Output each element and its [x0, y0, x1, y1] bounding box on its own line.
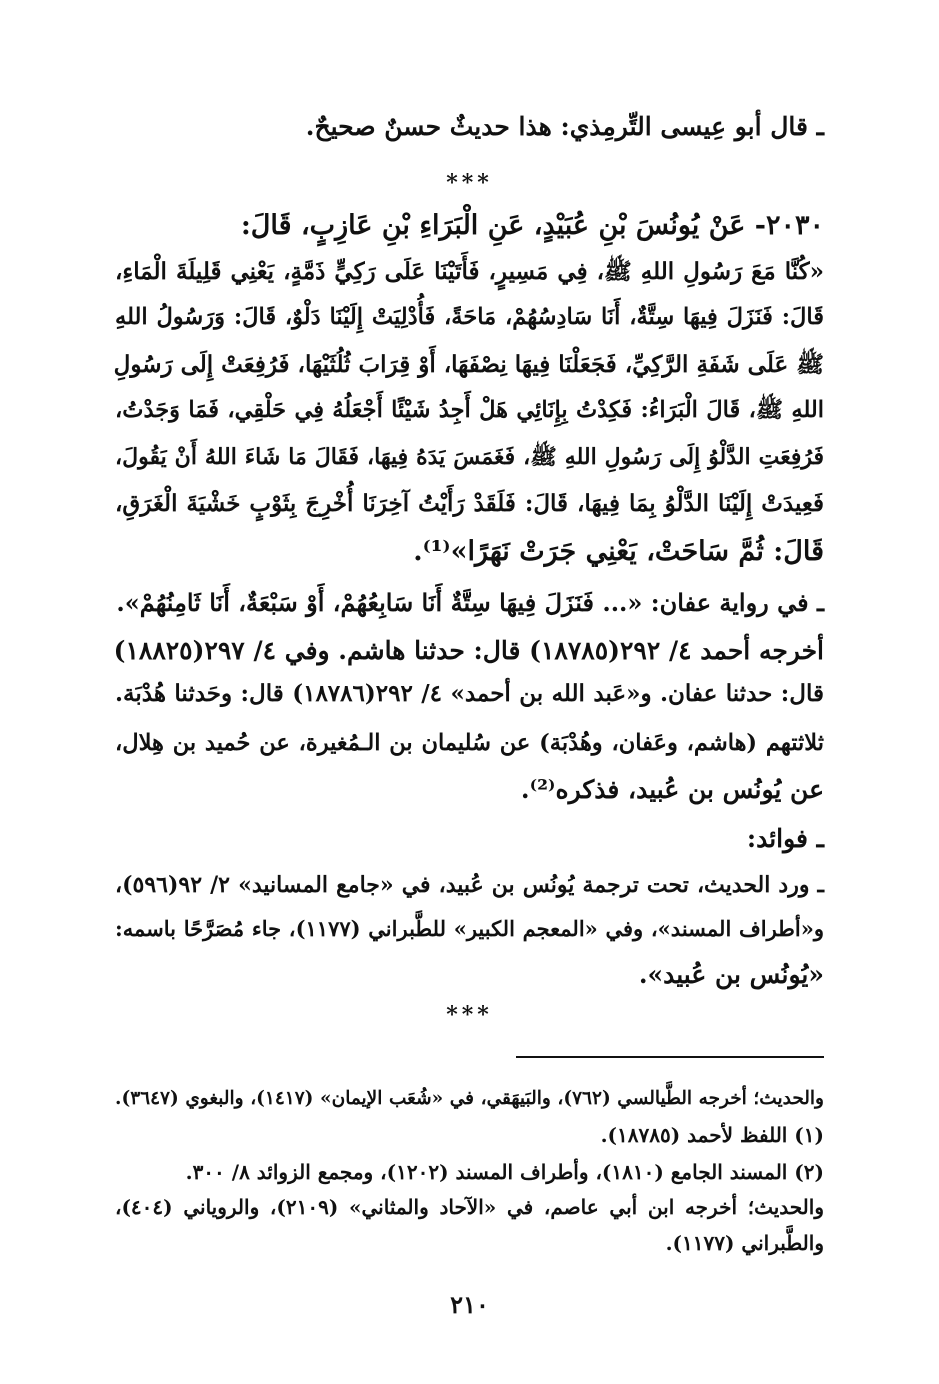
hadith-heading: ٢٠٣٠- عَنْ يُونُسَ بْنِ عُبَيْدٍ، عَنِ الْبَرَاءِ بْنِ عَازِبٍ، قَالَ:	[240, 210, 824, 241]
footnote-line: والحديث؛ أخرجه ابن أبي عاصم، في «الآحاد والمثاني» (٢١٠٩)، والروياني (٤٠٤)،	[115, 1195, 824, 1219]
tirmidhi-grading: ـ قال أبو عِيسى التِّرمِذي: هذا حديثٌ حسنٌ صحيحٌ.	[305, 112, 824, 141]
hadith-text-line: «كُنَّا مَعَ رَسُولِ اللهِ ﷺ، فِي مَسِيرٍ، فَأَتَيْنَا عَلَى رَكِيٍّ ذَمَّةٍ، يَعْنِي قَلِيلَةَ الْمَاءِ،	[115, 258, 824, 285]
takhrij-line: قال: حدثنا عفان. و«عَبد الله بن أحمد» ٤/ ٢٩٢(١٨٧٨٦) قال: وحَدثنا هُدْبَة.	[115, 680, 825, 707]
footnote-divider	[516, 1056, 824, 1058]
section-separator-top: ***	[446, 170, 493, 196]
footnote-line: (٢) المسند الجامع (١٨١٠)، وأطراف المسند (١٢٠٢)، ومجمع الزوائد ٨/ ٣٠٠.	[185, 1160, 824, 1184]
footnote-line: والحديث؛ أخرجه الطَّيالسي (٧٦٢)، والبَيهَقي، في «شُعَب الإيمان» (١٤١٧)، والبغوي (٣٦٤٧).	[115, 1088, 824, 1109]
page-number: ٢١٠	[450, 1290, 489, 1319]
affan-variant: ـ في رواية عفان: «... فَنَزَلَ فِيهَا سِتَّةٌ أَنَا سَابِعُهُمْ، أَوْ سَبْعَةٌ، أَنَا ثَامِنُهُمْ».	[116, 588, 824, 617]
benefits-line: «يُونُس بن عُبيد».	[638, 960, 824, 989]
takhrij-line: ثلاثتهم (هاشم، وعَفان، وهُدْبَة) عن سُليمان بن الـمُغيرة، عن حُميد بن هِلال،	[115, 730, 824, 756]
takhrij-line: عن يُونُس بن عُبيد، فذكره⁽²⁾.	[520, 775, 824, 804]
takhrij-line: أخرجه أحمد ٤/ ٢٩٢(١٨٧٨٥) قال: حدثنا هاشم. وفي ٤/ ٢٩٧(١٨٨٢٥)	[113, 636, 824, 665]
hadith-text-line: قَالَ: ثُمَّ سَاحَتْ، يَعْنِي جَرَتْ نَهَرًا»⁽¹⁾.	[413, 536, 824, 567]
benefits-line: و«أطراف المسند»، وفي «المعجم الكبير» للطَّبراني (١١٧٧)، جاء مُصَرَّحًا باسمه:	[115, 916, 824, 941]
footnote-line: (١) اللفظ لأحمد (١٨٧٨٥).	[600, 1123, 824, 1147]
benefits-line: ـ ورد الحديث، تحت ترجمة يُونُس بن عُبيد، في «جامع المسانيد» ٢/ ٩٢(٥٩٦)،	[115, 872, 824, 898]
hadith-text-line: قَالَ: فَنَزَلَ فِيهَا سِتَّةٌ، أَنَا سَادِسُهُمْ، مَاحَةً، فَأُدْلِيَتْ إِلَيْنَا دَلْوٌ، قَالَ: وَرَسُولُ اللهِ	[115, 304, 824, 330]
hadith-text-line: فَعِيدَتْ إِلَيْنَا الدَّلْوُ بِمَا فِيهَا، قَالَ: فَلَقَدْ رَأَيْتُ آخِرَنَا أُخْرِجَ بِثَوْبٍ خَشْيَةَ الْغَرَقِ،	[115, 490, 824, 517]
hadith-text-line: ﷺ عَلَى شَفَةِ الرَّكِيِّ، فَجَعَلْنَا فِيهَا نِصْفَهَا، أَوْ قِرَابَ ثُلُثَيْهَا، فَرُفِعَتْ إِلَى رَسُولِ	[113, 351, 824, 378]
section-separator-bottom: ***	[446, 1002, 493, 1028]
footnote-line: والطَّبراني (١١٧٧).	[665, 1231, 824, 1255]
hadith-text-line: اللهِ ﷺ، قَالَ الْبَرَاءُ: فَكِدْتُ بِإِنَائِي هَلْ أَجِدُ شَيْئًا أَجْعَلُهُ فِي حَلْقِي، فَمَا وَجَدْتُ،	[115, 397, 824, 423]
hadith-text-line: فَرُفِعَتِ الدَّلْوُ إِلَى رَسُولِ اللهِ ﷺ، فَغَمَسَ يَدَهُ فِيهَا، فَقَالَ مَا شَاءَ اللهُ أَنْ يَقُولَ،	[115, 444, 824, 470]
benefits-heading: ـ فوائد:	[746, 824, 824, 853]
